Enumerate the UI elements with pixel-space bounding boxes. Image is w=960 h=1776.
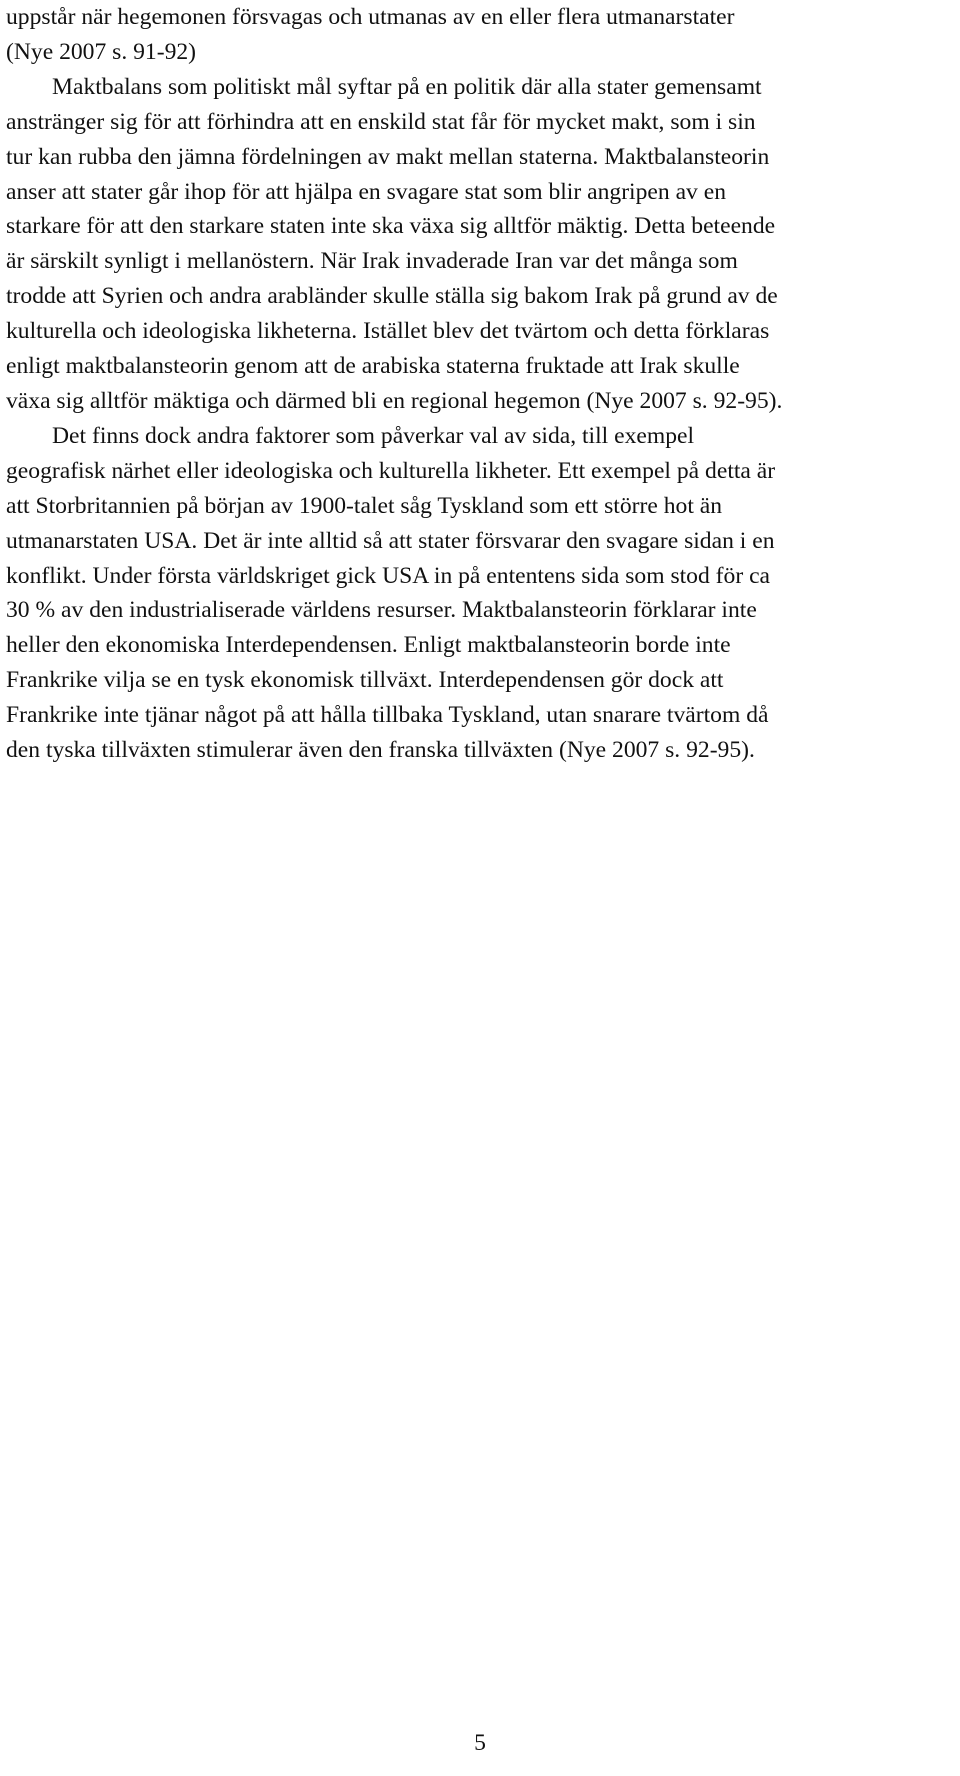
text-line: anstränger sig för att förhindra att en enskild stat får för mycket makt, som i sin [6,108,756,135]
text-line: (Nye 2007 s. 91-92) [6,38,197,65]
text-line: utmanarstaten USA. Det är inte alltid så att stater försvarar den svagare sidan i en [6,527,775,554]
text-line: växa sig alltför mäktiga och därmed bli en regional hegemon (Nye 2007 s. 92-95). [6,387,783,414]
text-line: enligt maktbalansteorin genom att de arabiska staterna fruktade att Irak skulle [6,353,740,380]
text-line: 30 % av den industrialiserade världens resurser. Maktbalansteorin förklarar inte [6,597,757,624]
text-line: kulturella och ideologiska likheterna. Istället blev det tvärtom och detta förklaras [6,318,770,345]
text-line: konflikt. Under första världskriget gick USA in på ententens sida som stod för ca [6,562,771,589]
body-text [6,0,954,768]
page-number: 5 [474,1730,486,1756]
paragraph-first-line: Det finns dock andra faktorer som påverkar val av sida, till exempel [52,422,695,449]
text-line: uppstår när hegemonen försvagas och utmanas av en eller flera utmanarstater [6,4,735,30]
text-line: den tyska tillväxten stimulerar även den franska tillväxten (Nye 2007 s. 92-95). [6,737,755,764]
text-line: tur kan rubba den jämna fördelningen av makt mellan staterna. Maktbalansteorin [6,143,770,170]
text-line: trodde att Syrien och andra arabländer skulle ställa sig bakom Irak på grund av de [6,283,778,310]
text-line: anser att stater går ihop för att hjälpa en svagare stat som blir angripen av en [6,178,727,205]
text-line: starkare för att den starkare staten inte ska växa sig alltför mäktig. Detta beteende [6,213,776,240]
text-line: är särskilt synligt i mellanöstern. När Irak invaderade Iran var det många som [6,248,738,275]
text-line: Frankrike inte tjänar något på att hålla tillbaka Tyskland, utan snarare tvärtom då [6,702,769,729]
paragraph-first-line: Maktbalans som politiskt mål syftar på en politik där alla stater gemensamt [52,73,762,100]
text-line: geografisk närhet eller ideologiska och kulturella likheter. Ett exempel på detta är [6,457,776,484]
text-line: att Storbritannien på början av 1900-talet såg Tyskland som ett större hot än [6,492,723,519]
text-line: Frankrike vilja se en tysk ekonomisk tillväxt. Interdependensen gör dock att [6,667,724,694]
text-line: heller den ekonomiska Interdependensen. Enligt maktbalansteorin borde inte [6,632,731,659]
